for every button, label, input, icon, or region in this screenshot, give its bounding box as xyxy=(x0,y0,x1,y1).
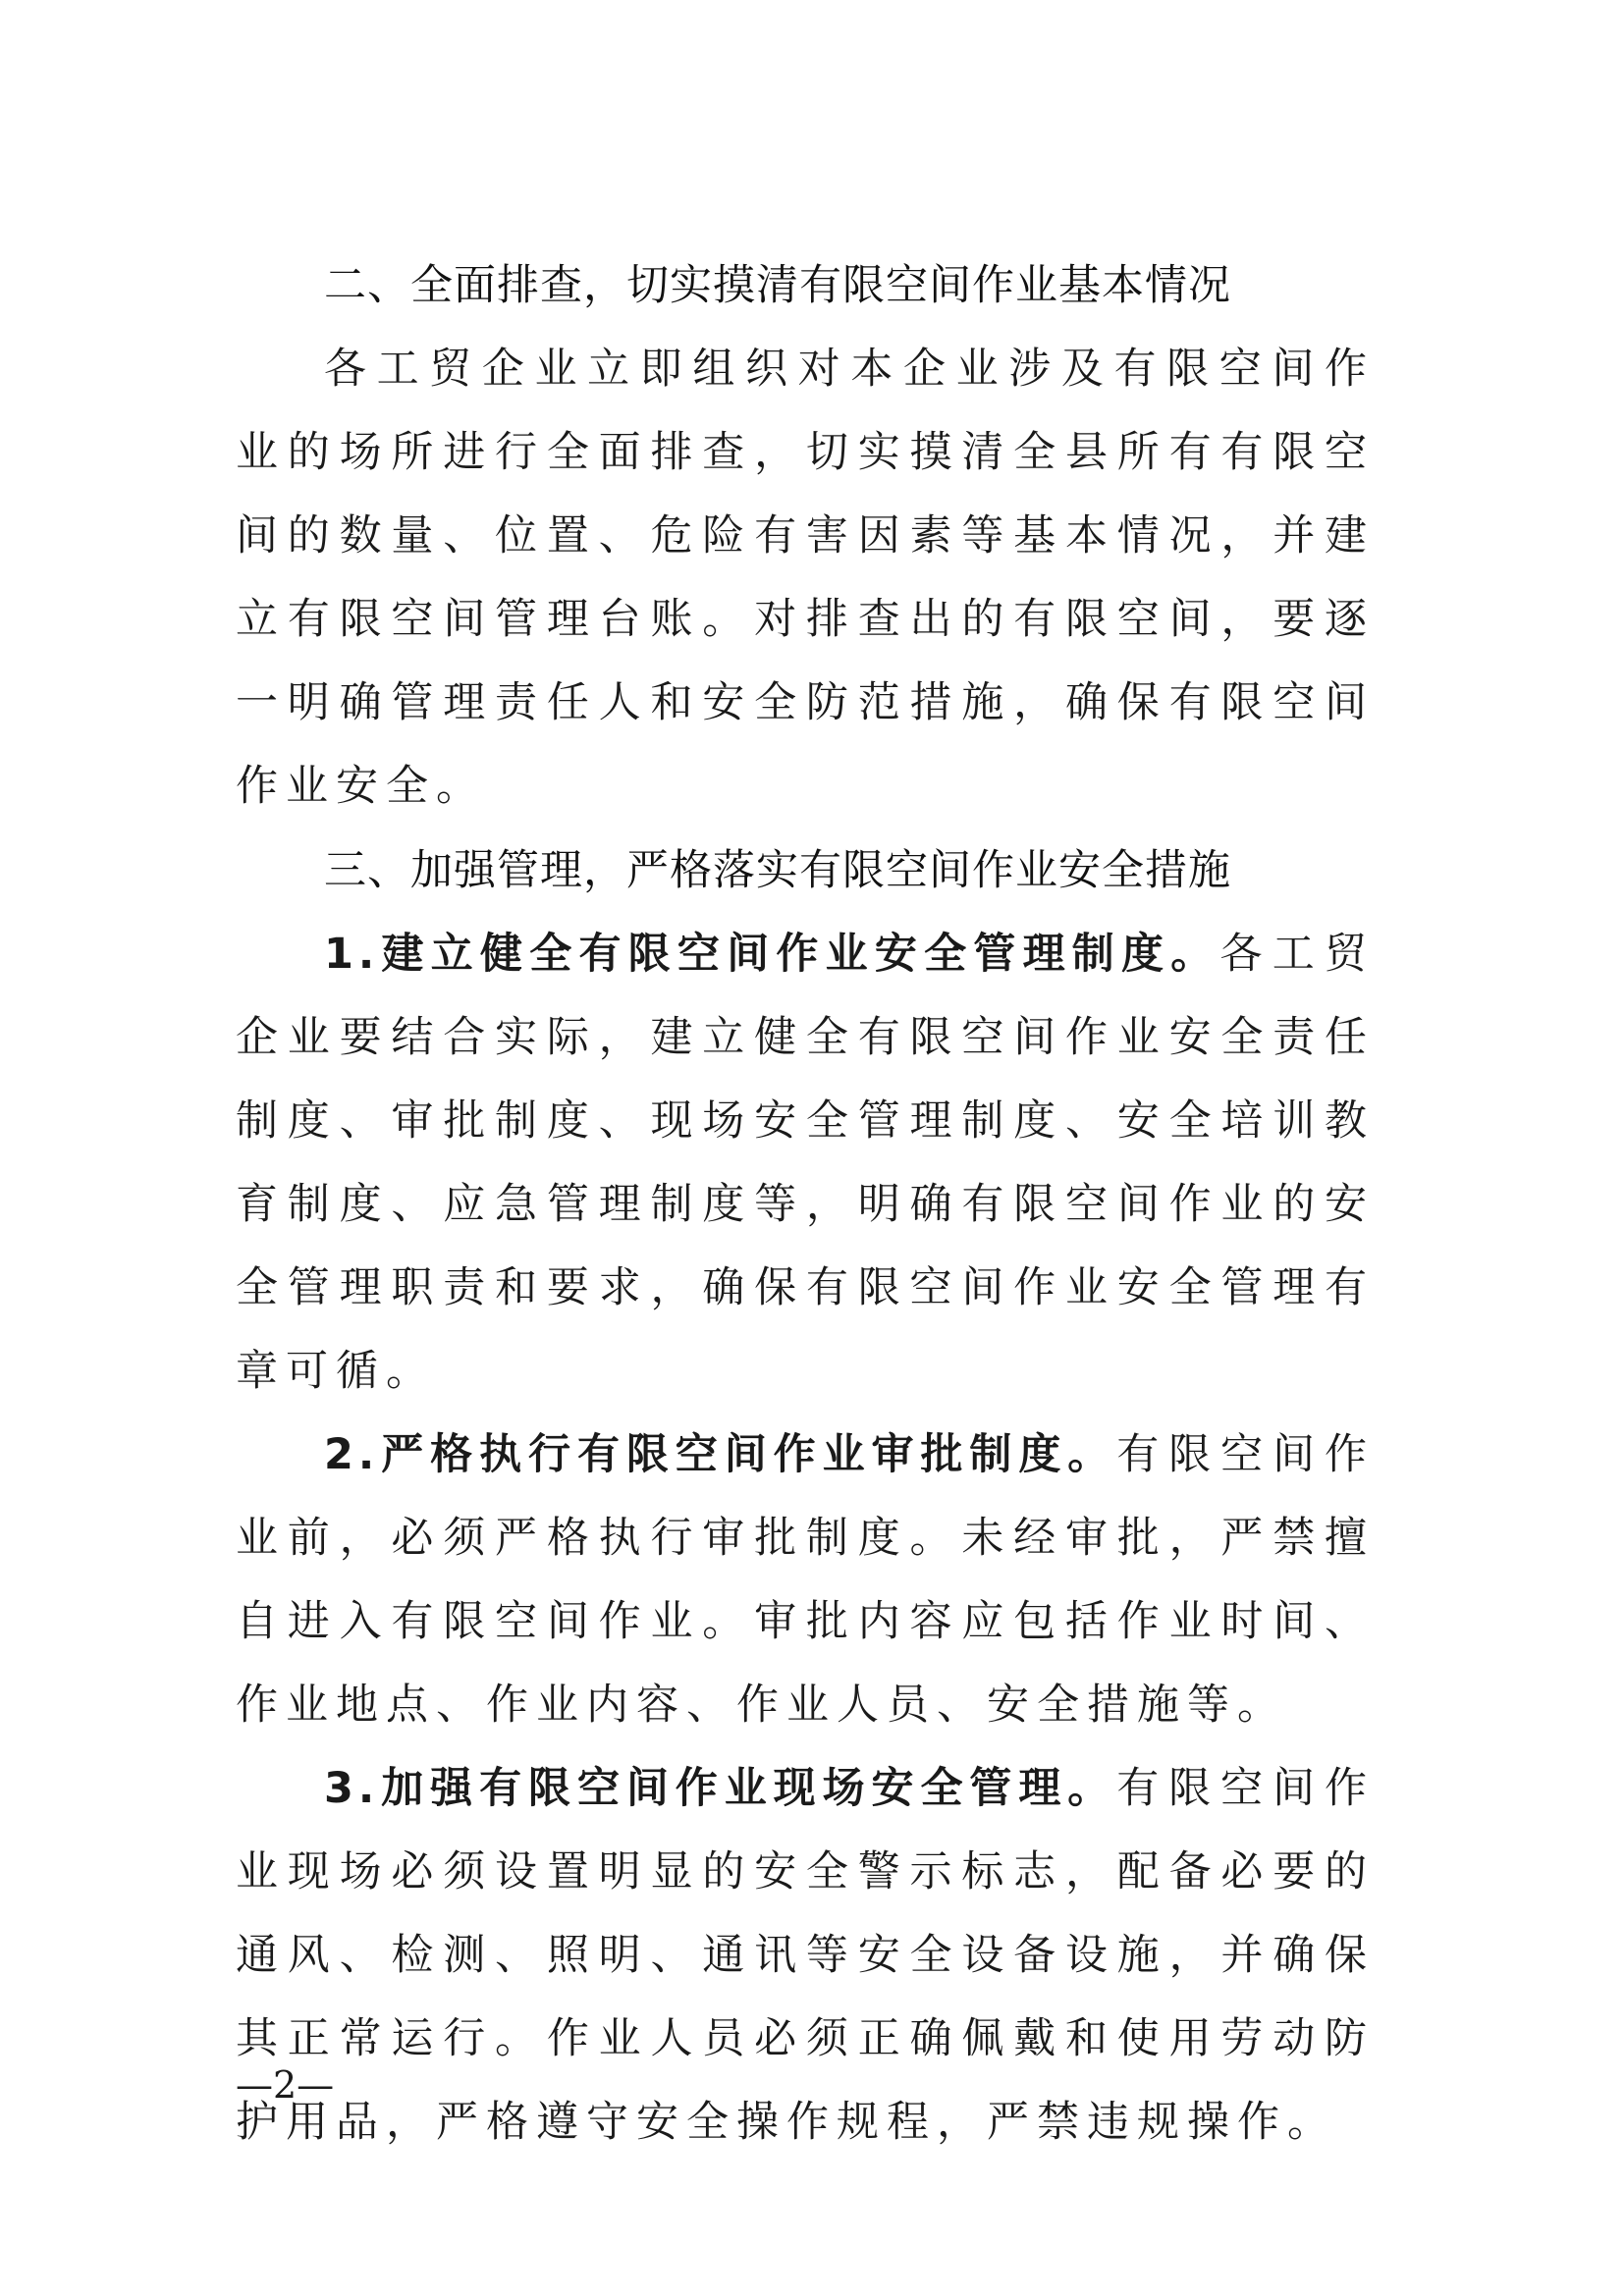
section-2-heading: 二、全面排查，切实摸清有限空间作业基本情况 xyxy=(324,261,1231,310)
item-2-title: 2.严格执行有限空间作业审批制度。 xyxy=(324,1430,1117,1479)
item-1-body: 各工贸企业要结合实际，建立健全有限空间作业安全责任制度、审批制度、现场安全管理制度、安全培训教育制度、应急管理制度等，明确有限空间作业的安全管理职责和要求，确保有限空间作业安全管理有章可循。 xyxy=(236,930,1375,1396)
document-body xyxy=(236,243,1375,2164)
section-2-paragraph: 各工贸企业立即组织对本企业涉及有限空间作业的场所进行全面排查，切实摸清全县所有有限空间的数量、位置、危险有害因素等基本情况，并建立有限空间管理台账。对排查出的有限空间，要逐一明确管理责任人和安全防范措施，确保有限空间作业安全。 xyxy=(236,345,1375,811)
item-3-paragraph xyxy=(236,1747,1375,2164)
page-number: —2— xyxy=(236,2063,335,2107)
item-1-paragraph xyxy=(236,913,1375,1414)
section-3-heading: 三、加强管理，严格落实有限空间作业安全措施 xyxy=(324,846,1231,895)
item-3-body: 有限空间作业现场必须设置明显的安全警示标志，配备必要的通风、检测、照明、通讯等安全设备设施，并确保其正常运行。作业人员必须正确佩戴和使用劳动防护用品，严格遵守安全操作规程，严禁违规操作。 xyxy=(236,1764,1375,2147)
item-2-paragraph xyxy=(236,1414,1375,1747)
item-1-title: 1.建立健全有限空间作业安全管理制度。 xyxy=(324,930,1220,979)
item-3-title: 3.加强有限空间作业现场安全管理。 xyxy=(324,1764,1117,1813)
item-2-body: 有限空间作业前，必须严格执行审批制度。未经审批，严禁擅自进入有限空间作业。审批内容应包括作业时间、作业地点、作业内容、作业人员、安全措施等。 xyxy=(236,1430,1375,1730)
